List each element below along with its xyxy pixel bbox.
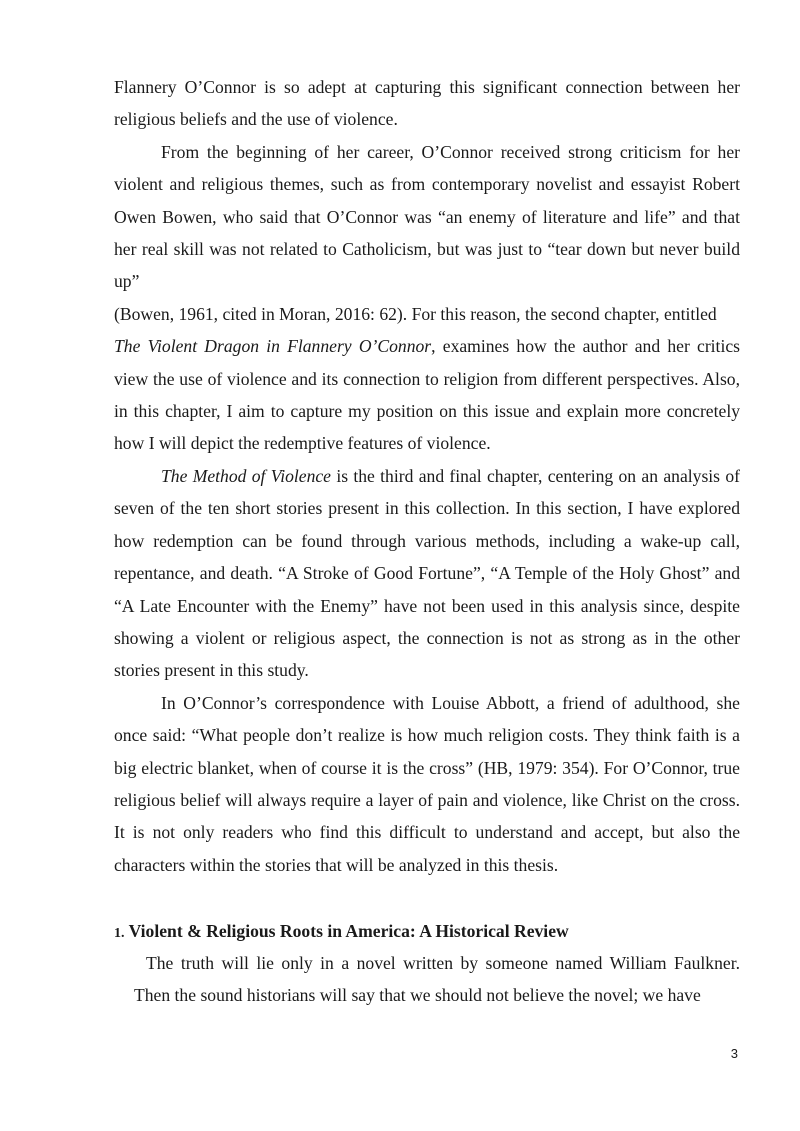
paragraph-5 — [114, 460, 740, 687]
paragraph-1: Flannery O’Connor is so adept at capturing this significant connection between her religious beliefs and the use of violence. — [114, 77, 740, 130]
epigraph-quote: The truth will lie only in a novel written by someone named William Faulkner. Then the sound historians will say that we should not believe the novel; we have — [134, 953, 740, 1006]
paragraph-2: From the beginning of her career, O’Connor received strong criticism for her violent and religious themes, such as from contemporary novelist and essayist Robert Owen Bowen, who said that O’Connor was “an enemy of literature and life” and that her real skill was not related to Catholicism, but was just to “tear down but never build up” — [114, 141, 740, 292]
paragraph-5-text: is the third and final chapter, centering on an analysis of seven of the ten short stories present in this collection. In this section, I have explored how redemption can be found through various methods, including a wake-up call, repentance, and death. “A Stroke of Good Fortune”, “A Temple of the Holy Ghost” and “A Late Encounter with the Enemy” have not been used in this analysis since, despite showing a violent or religious aspect, the connection is not as strong as in the other stories present in this study. — [114, 465, 740, 681]
paragraph-4-text: , examines how the author and her critics view the use of violence and its connection to religion from different perspectives. Also, in this chapter, I aim to capture my position on this issue and explain more concretely how I will depict the redemptive features of violence. — [114, 336, 740, 454]
paragraph-3: (Bowen, 1961, cited in Moran, 2016: 62). For this reason, the second chapter, entitled — [114, 303, 717, 324]
paragraph-4 — [114, 330, 740, 460]
section-heading — [114, 915, 569, 950]
section-number: 1. — [114, 926, 125, 941]
section-title: Violent & Religious Roots in America: A Historical Review — [128, 921, 569, 941]
chapter-title-violent-dragon: The Violent Dragon in Flannery O’Connor — [114, 336, 432, 357]
paragraph-6: In O’Connor’s correspondence with Louise Abbott, a friend of adulthood, she once said: “What people don’t realize is how much religion costs. They think faith is a big electric blanket, when of course it is the cross” (HB, 1979: 354). For O’Connor, true religious belief will always require a layer of pain and violence, like Christ on the cross. It is not only readers who find this difficult to understand and accept, but also the characters within the stories that will be analyzed in this thesis. — [114, 692, 740, 875]
body-text — [114, 71, 740, 881]
chapter-title-method-of-violence: The Method of Violence — [161, 465, 331, 486]
page-number: 3 — [730, 1046, 738, 1061]
